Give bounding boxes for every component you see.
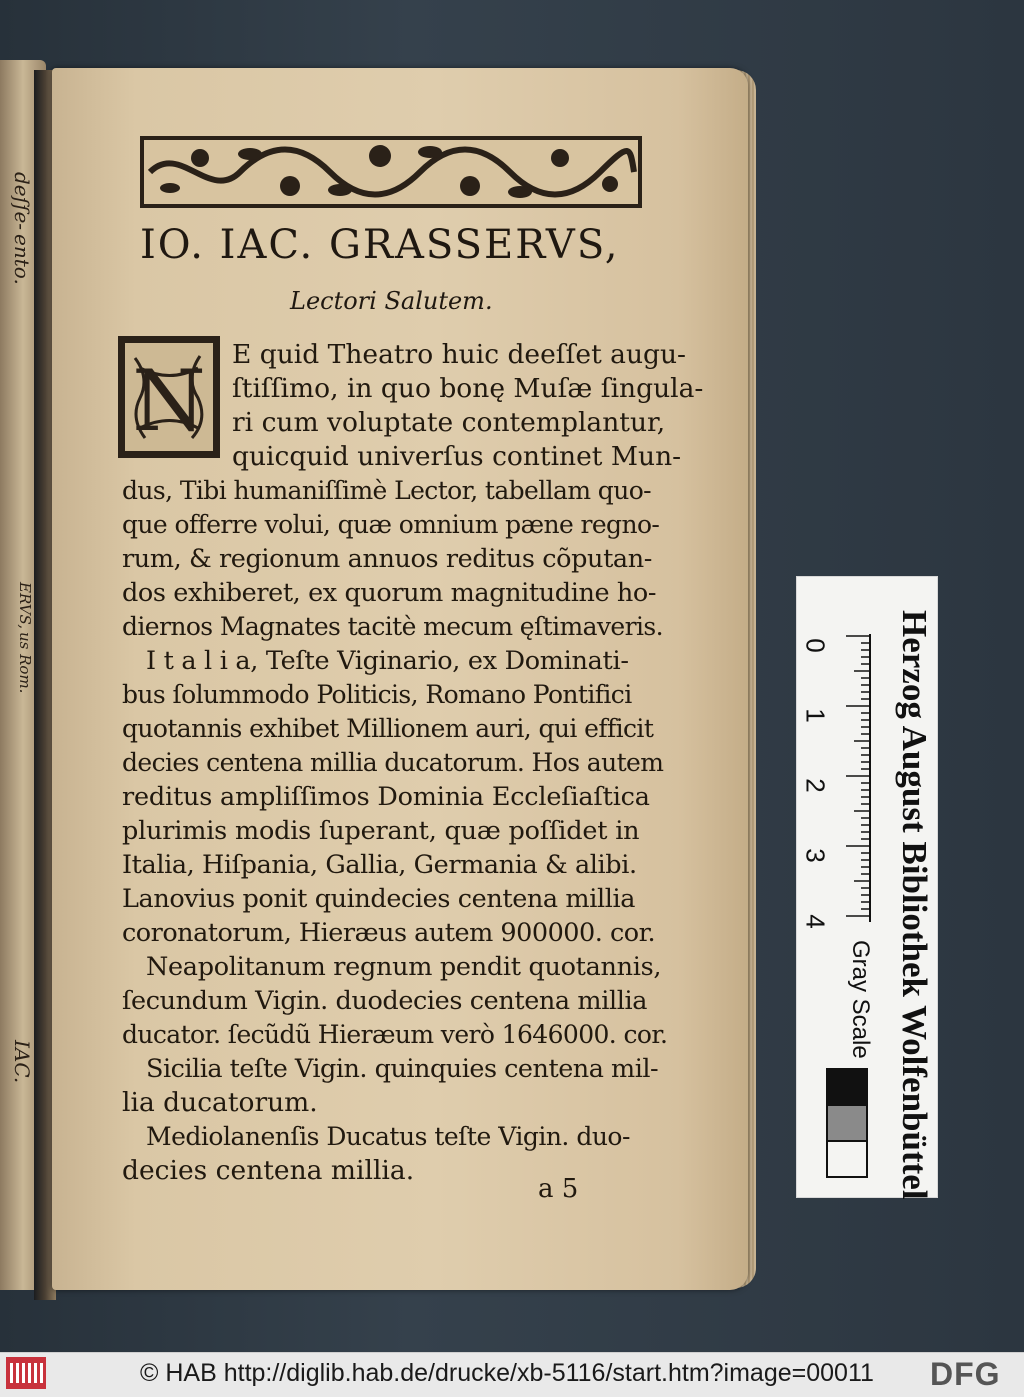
- text-line: coronatorum, Hieræus autem 900000. cor.: [122, 918, 656, 948]
- decorative-headpiece-icon: [140, 136, 642, 208]
- text-line: decies centena millia ducatorum. Hos autem: [122, 748, 664, 777]
- dfg-logo: DFG: [930, 1356, 1001, 1392]
- text-line: ſtiſſimo, in quo bonę Muſæ ſingula-: [232, 373, 704, 404]
- svg-text:N: N: [132, 352, 206, 450]
- page-title: IO. IAC. GRASSERVS,: [140, 222, 620, 268]
- text-line: quicquid univerſus continet Mun-: [232, 441, 682, 472]
- gray-scale-label: Gray Scale: [847, 940, 874, 1059]
- gray-swatch-gray: [826, 1104, 868, 1142]
- gray-swatch-black: [826, 1068, 868, 1106]
- left-page-fragment: ERVS,: [16, 582, 34, 630]
- text-line: Neapolitanum regnum pendit quotannis,: [146, 952, 662, 982]
- library-name: Herzog August Bibliothek Wolfenbüttel: [895, 610, 934, 1200]
- left-page-fragment: ento.: [10, 234, 34, 285]
- text-line: que offerre volui, quæ omnium pæne regno-: [122, 510, 660, 539]
- text-line: diernos Magnates tacitè mecum ęſtimaveris.: [122, 612, 663, 641]
- hab-logo-icon: [6, 1357, 46, 1389]
- text-line: E quid Theatro huic deeſſet augu-: [232, 339, 687, 370]
- text-line: lia ducatorum.: [122, 1087, 318, 1118]
- ruler-number: 4: [800, 914, 831, 929]
- text-line: dus, Tibi humaniſſimè Lector, tabellam quo-: [122, 476, 651, 505]
- text-line: ſecundum Vigin. duodecies centena millia: [122, 986, 648, 1016]
- text-line: rum, & regionum annuos reditus cõputan-: [122, 544, 652, 574]
- ruler-number: 1: [800, 708, 831, 723]
- text-line: Sicilia teſte Vigin. quinquies centena mil-: [146, 1054, 659, 1084]
- text-line: decies centena millia.: [122, 1155, 415, 1186]
- ruler-icon: [830, 630, 872, 926]
- text-line: reditus ampliſſimos Dominia Eccleſiaſtica: [122, 782, 650, 812]
- text-line: Lanovius ponit quindecies centena millia: [122, 884, 636, 914]
- decorated-initial-icon: [118, 336, 220, 458]
- copyright-url-text: © HAB http://diglib.hab.de/drucke/xb-5116/start.htm?image=00011: [140, 1359, 874, 1387]
- text-line: ducator. ſecũdũ Hieræum verò 1646000. cor.: [122, 1020, 668, 1049]
- gray-swatch-white: [826, 1140, 868, 1178]
- text-line: quotannis exhibet Millionem auri, qui efficit: [122, 714, 654, 743]
- text-line: Mediolanenſis Ducatus teſte Vigin. duo-: [146, 1122, 630, 1151]
- left-page-fragment: deſſe-: [10, 172, 34, 231]
- signature-mark: a 5: [538, 1174, 579, 1204]
- text-line: Italia, Hiſpania, Gallia, Germania & alibi.: [122, 850, 637, 880]
- text-line: ri cum voluptate contemplantur,: [232, 407, 666, 438]
- ruler-number: 3: [800, 848, 831, 863]
- ruler-number: 2: [800, 778, 831, 793]
- left-page-fragment: IAC.: [10, 1040, 34, 1084]
- page-subtitle: Lectori Salutem.: [290, 287, 493, 315]
- ruler-number: 0: [800, 638, 831, 653]
- left-page-fragment: us Rom.: [16, 632, 34, 694]
- text-line: I t a l i a, Teſte Viginario, ex Dominati-: [146, 646, 629, 676]
- text-line: dos exhiberet, ex quorum magnitudine ho-: [122, 578, 657, 608]
- text-line: bus ſolummodo Politicis, Romano Pontifici: [122, 680, 632, 709]
- text-line: plurimis modis ſuperant, quæ poſſidet in: [122, 816, 640, 846]
